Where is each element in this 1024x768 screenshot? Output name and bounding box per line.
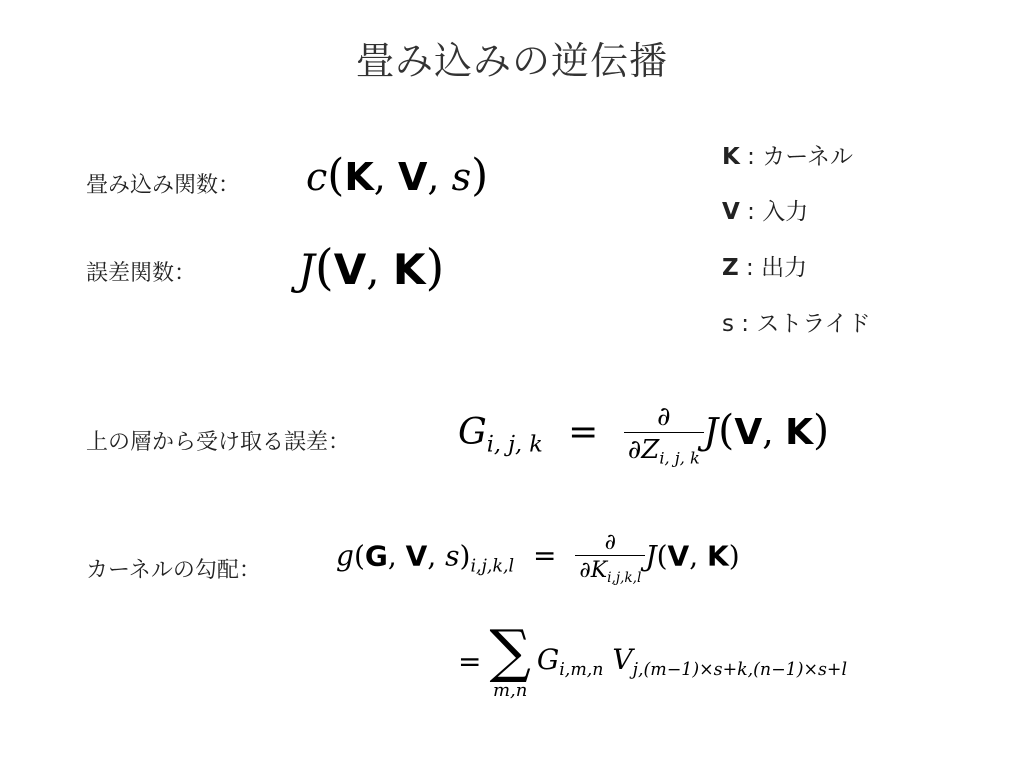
error-function-label: 誤差関数： bbox=[86, 261, 197, 286]
legend-input bbox=[722, 193, 808, 226]
upper-error-label: 上の層から受け取る誤差： bbox=[86, 430, 351, 455]
legend-separator: : bbox=[733, 311, 757, 337]
legend-output bbox=[722, 249, 807, 282]
legend-symbol: Z bbox=[722, 255, 739, 281]
sigma-symbol: ∑ m,n bbox=[489, 617, 531, 701]
legend-meaning: カーネル bbox=[762, 144, 854, 170]
legend-meaning: ストライド bbox=[756, 311, 871, 337]
conv-formula: c(K, V, s) bbox=[306, 150, 489, 201]
legend-symbol: s bbox=[722, 311, 734, 337]
legend-symbol: V bbox=[722, 199, 740, 225]
legend-separator: : bbox=[739, 144, 763, 170]
legend-separator: : bbox=[738, 255, 762, 281]
legend-stride bbox=[722, 305, 871, 338]
partial-fraction: $\frac{\partial}{\partial K_{i,j,k,l}}$ bbox=[575, 530, 645, 586]
kernel-gradient-label: カーネルの勾配： bbox=[86, 558, 261, 583]
kernel-gradient-formula: g(G, V, $s)_{i,j,k,l}$ = $\frac{\partial}{\partial K_{i,j,k,l}}$ J(V, K) bbox=[336, 530, 740, 586]
upper-error-formula: $G_{i, j, k}$ = $\frac{\partial}{\partial Z_{i, j, k}}$ J(V, K) bbox=[458, 402, 830, 468]
conv-function-label: 畳み込み関数： bbox=[86, 173, 241, 198]
error-formula: J(V, K) bbox=[298, 240, 445, 296]
legend-meaning: 入力 bbox=[762, 199, 809, 225]
sum-formula: = ∑ m,n $G_{i,m,n}$ $V_{j,(m-1)\times s+k,(n-1)\times s+l}$ bbox=[458, 617, 848, 701]
page-title: 畳み込みの逆伝播 bbox=[355, 39, 668, 83]
partial-fraction: $\frac{\partial}{\partial Z_{i, j, k}}$ bbox=[624, 402, 704, 468]
legend-symbol: K bbox=[722, 144, 740, 170]
legend-separator: : bbox=[739, 199, 763, 225]
legend-kernel bbox=[722, 138, 853, 171]
legend-meaning: 出力 bbox=[761, 255, 808, 281]
